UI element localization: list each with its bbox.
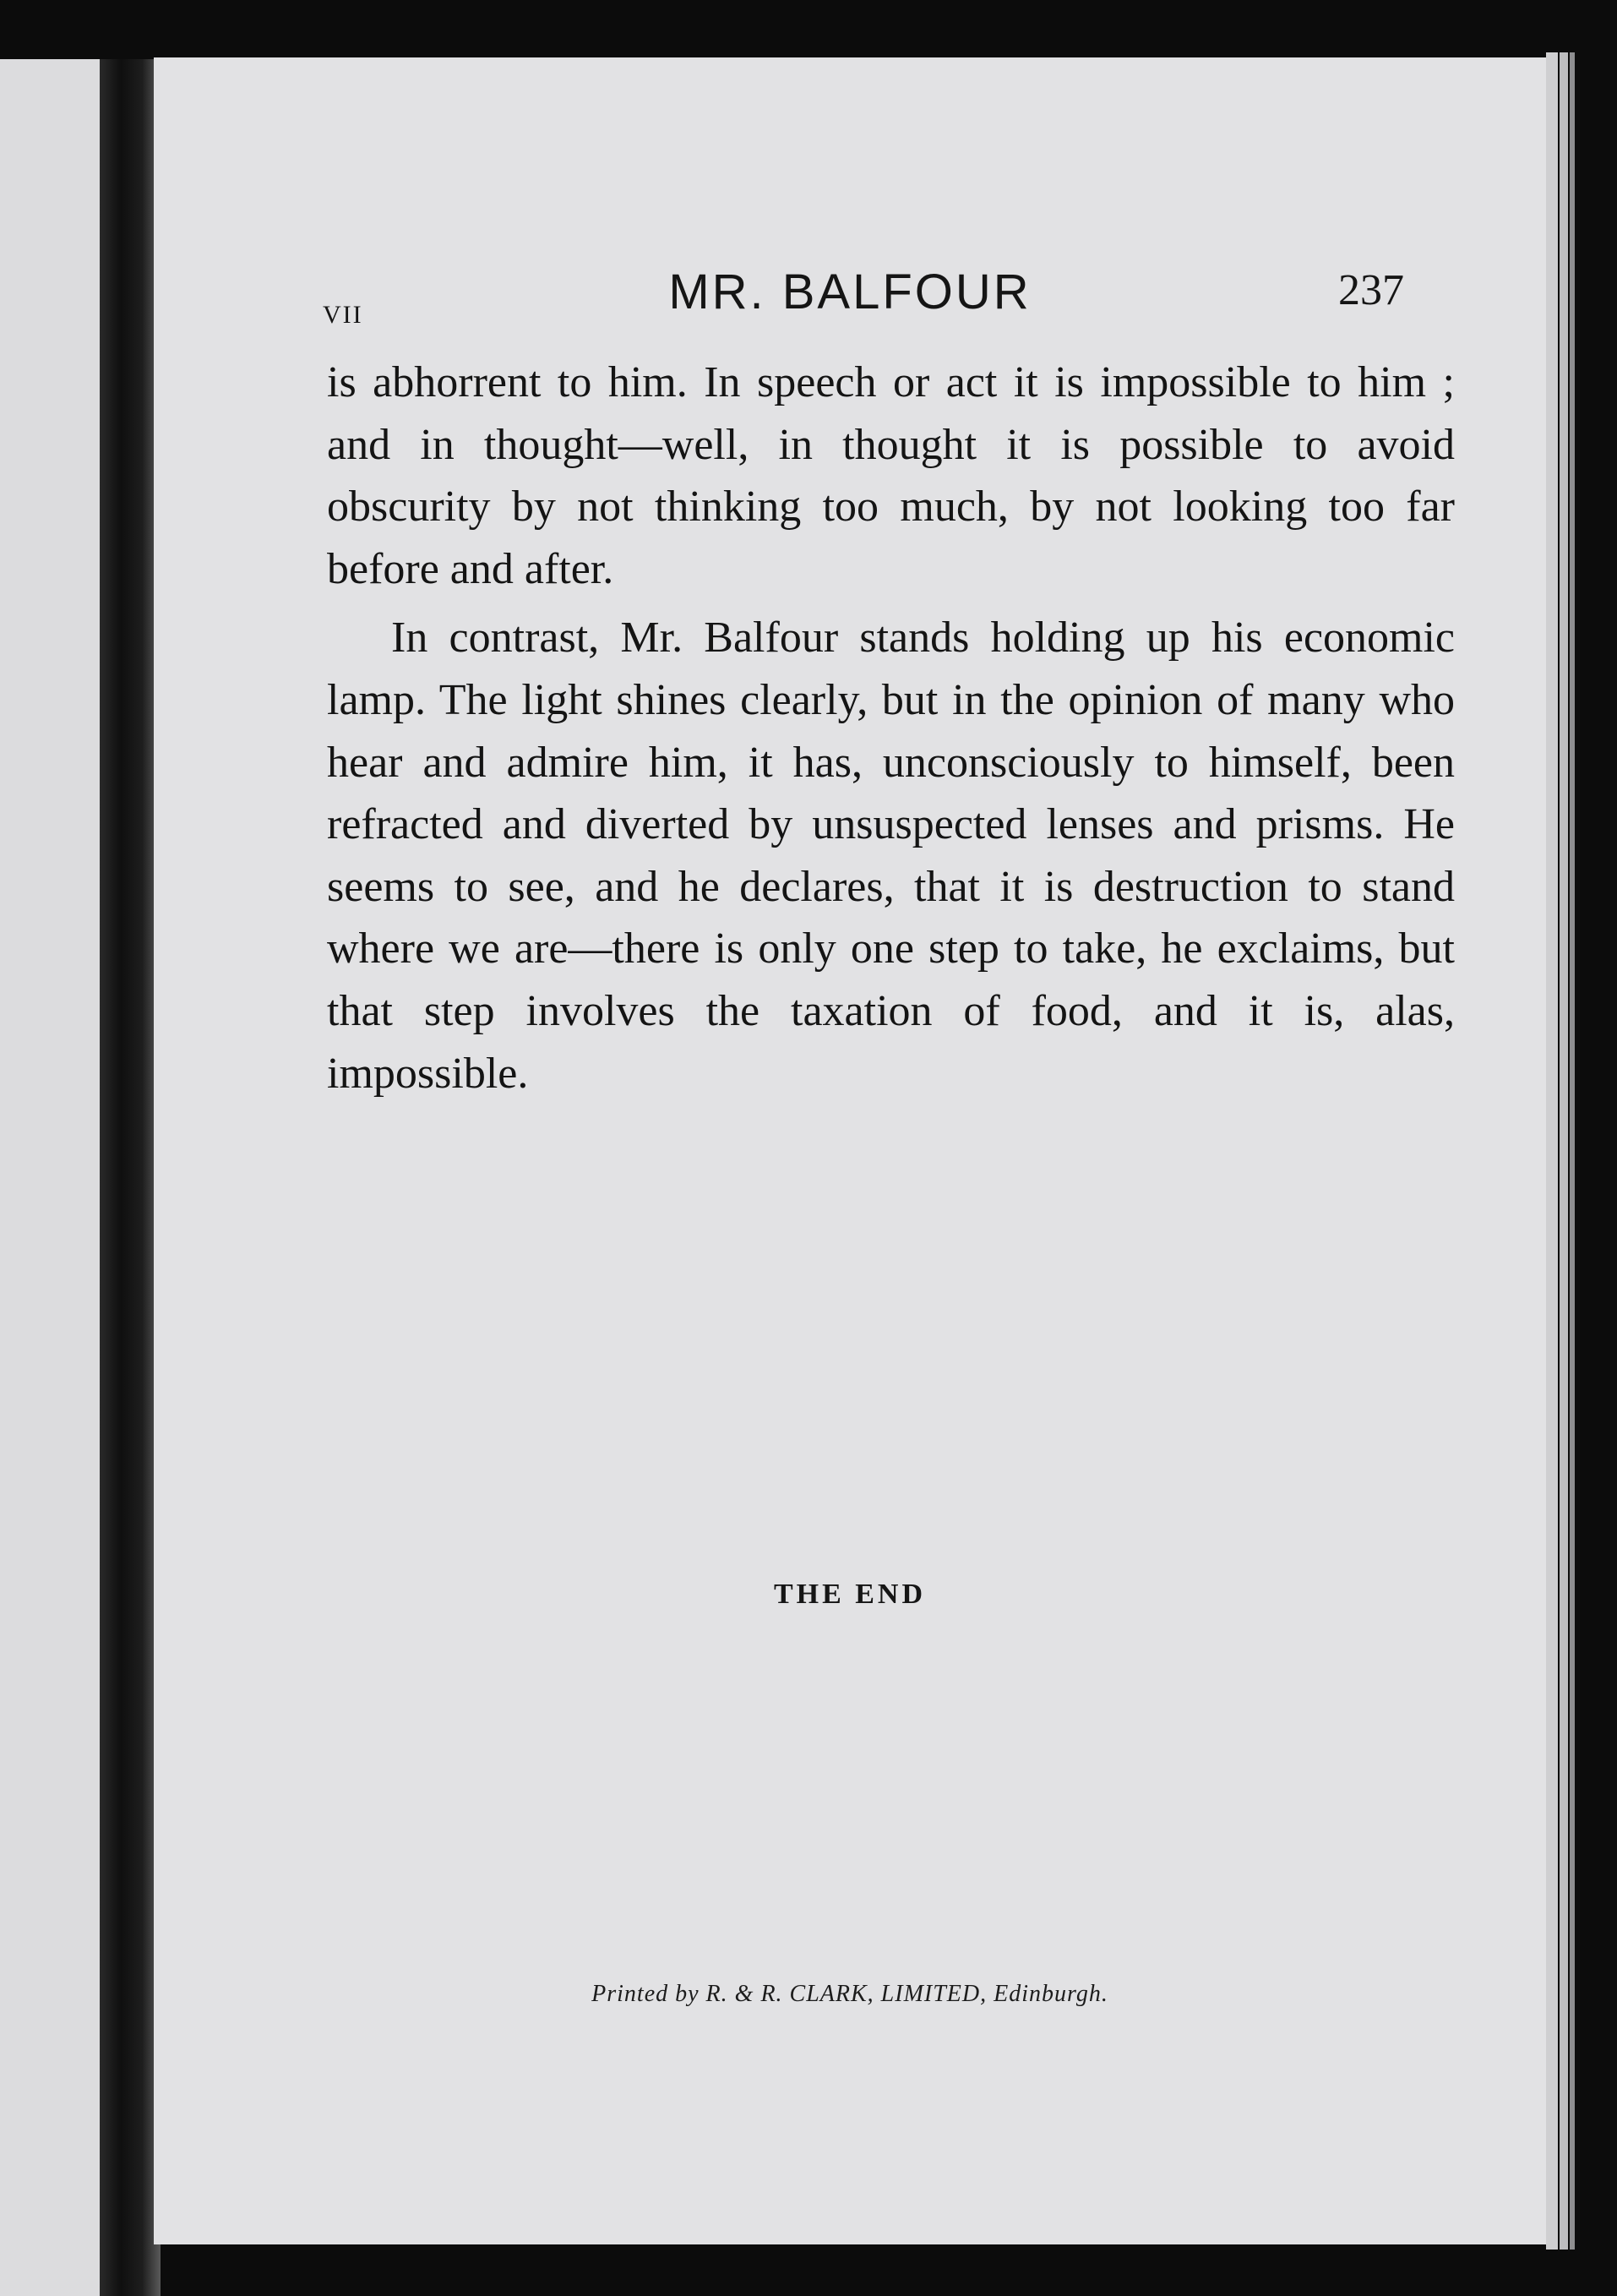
body-text xyxy=(327,352,1455,1104)
page-number: 237 xyxy=(1338,266,1404,314)
end-marker: THE END xyxy=(773,1579,927,1610)
page-edge xyxy=(1560,52,1568,2250)
page-edge xyxy=(1546,52,1558,2250)
facing-page-edge xyxy=(0,59,100,2296)
running-title: MR. BALFOUR xyxy=(668,265,1032,319)
running-header xyxy=(154,260,1546,328)
printer-imprint: Printed by R. & R. CLARK, LIMITED, Edinburgh. xyxy=(591,1981,1108,2007)
chapter-number: VII xyxy=(323,301,363,329)
paragraph: is abhorrent to him. In speech or act it is impossible to him ; and in thought—well, in thought it is possible to avoid obscurity by not thinking too much, by not looking too far before and after. xyxy=(327,358,1455,593)
book-page xyxy=(154,57,1546,2244)
binding-gutter xyxy=(100,59,161,2296)
page-edge xyxy=(1570,52,1575,2250)
paragraph: In contrast, Mr. Balfour stands holding up his economic lamp. The light shines clearly, but in the opinion of many who hear and admire him, it has, unconsciously to himself, been refracted and diverted by unsuspected lenses and prisms. He seems to see, and he declares, that it is destruction to stand where we are—there is only one step to take, he exclaims, but that step involves the taxation of food, and it is, alas, impossible. xyxy=(327,614,1455,1098)
